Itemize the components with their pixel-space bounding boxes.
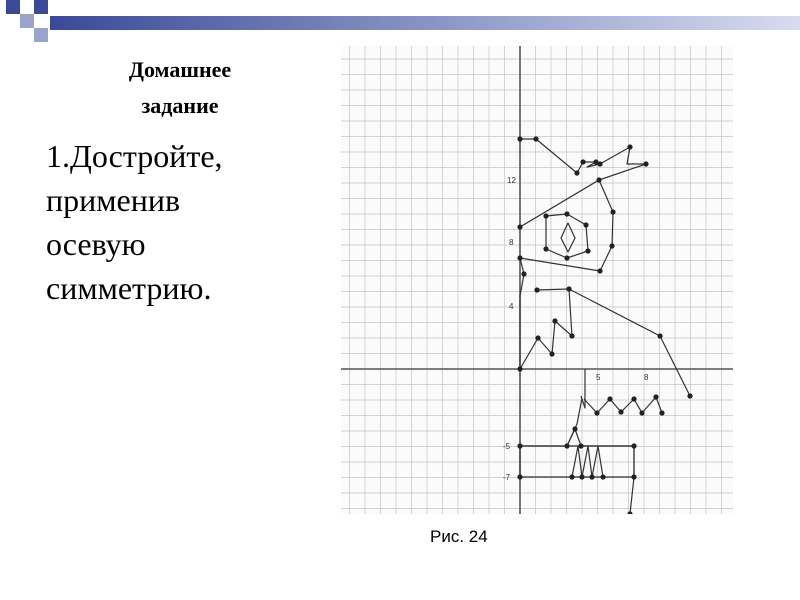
title-line-1: Домашнее [128, 57, 232, 82]
vertex-dot [521, 271, 526, 276]
tick-label-y4: 4 [509, 302, 514, 311]
vertex-dot [580, 159, 585, 164]
vertex-dot [535, 335, 540, 340]
vertex-dot [609, 243, 614, 248]
hat-brim-line [520, 180, 599, 227]
vertex-dot [594, 410, 599, 415]
figure-caption: Рис. 24 [430, 527, 488, 546]
vertex-dot [533, 136, 538, 141]
vertex-dot [578, 443, 583, 448]
vertex-dot [569, 474, 574, 479]
axis-tick-labels [503, 176, 649, 482]
vertex-dot [549, 351, 554, 356]
tick-label-y-7: -7 [503, 473, 511, 482]
task-line-3: осевую [46, 226, 146, 262]
decor-square-1 [6, 0, 20, 14]
vertex-dot [517, 224, 522, 229]
vertex-dot [564, 255, 569, 260]
vertex-dot [543, 213, 548, 218]
half-figure-drawing [520, 139, 690, 514]
tick-label-y12: 12 [507, 176, 516, 185]
coordinate-axes [341, 46, 733, 514]
vertex-dot [566, 286, 571, 291]
task-line-2: применив [46, 182, 181, 218]
eye-diamond [561, 223, 575, 252]
vertex-dot [569, 333, 574, 338]
vertex-dot [517, 255, 522, 260]
vertex-dot [597, 268, 602, 273]
title-gradient-bar [50, 16, 800, 30]
vertex-dot [631, 443, 636, 448]
vertex-dot [659, 410, 664, 415]
vertex-dot [564, 443, 569, 448]
vertex-dot [572, 426, 577, 431]
vertex-dot [552, 318, 557, 323]
vertex-dot [618, 409, 623, 414]
vertex-dot [610, 209, 615, 214]
boot-stitches [572, 446, 603, 477]
vertex-dot [600, 474, 605, 479]
vertex-dot [564, 211, 569, 216]
vertex-dot [687, 393, 692, 398]
body-outline [537, 289, 690, 396]
tick-label-y-5: -5 [503, 442, 511, 451]
vertex-dot [607, 396, 612, 401]
title-line-2: задание [141, 93, 219, 118]
leg-line [567, 398, 582, 446]
decor-square-3 [34, 0, 48, 14]
tick-label-x8: 8 [644, 373, 649, 382]
vertex-dot [653, 394, 658, 399]
arm-zigzag [520, 289, 572, 369]
vertex-dot [657, 333, 662, 338]
vertex-dot [631, 474, 636, 479]
tick-label-y8: 8 [509, 238, 514, 247]
vertex-dot [631, 396, 636, 401]
vertex-dot [589, 474, 594, 479]
task-line-4: симметрию. [46, 270, 212, 306]
vertex-dot [579, 474, 584, 479]
decor-square-2 [20, 14, 34, 28]
vertex-dot [643, 161, 648, 166]
title-decoration [0, 0, 800, 50]
decor-square-4 [34, 28, 48, 42]
vertex-dot [543, 246, 548, 251]
vertex-dot [597, 161, 602, 166]
vertex-dot [639, 410, 644, 415]
symmetry-drawing-figure [341, 46, 733, 514]
vertex-dot [534, 287, 539, 292]
slide-title [60, 52, 300, 124]
vertex-dot [517, 443, 522, 448]
task-text [46, 134, 326, 310]
boot-upper [520, 429, 634, 514]
task-line-1: 1.Достройте, [46, 138, 223, 174]
vertex-dot [574, 170, 579, 175]
grid-lines [341, 46, 733, 514]
vertex-dot [583, 222, 588, 227]
tick-label-x5: 5 [596, 373, 601, 382]
vertex-dot [627, 144, 632, 149]
vertex-dot [517, 136, 522, 141]
vertex-dot [596, 177, 601, 182]
graph-paper [341, 46, 733, 514]
vertex-dot [517, 366, 522, 371]
vertex-dot [517, 474, 522, 479]
vertex-dot [585, 248, 590, 253]
